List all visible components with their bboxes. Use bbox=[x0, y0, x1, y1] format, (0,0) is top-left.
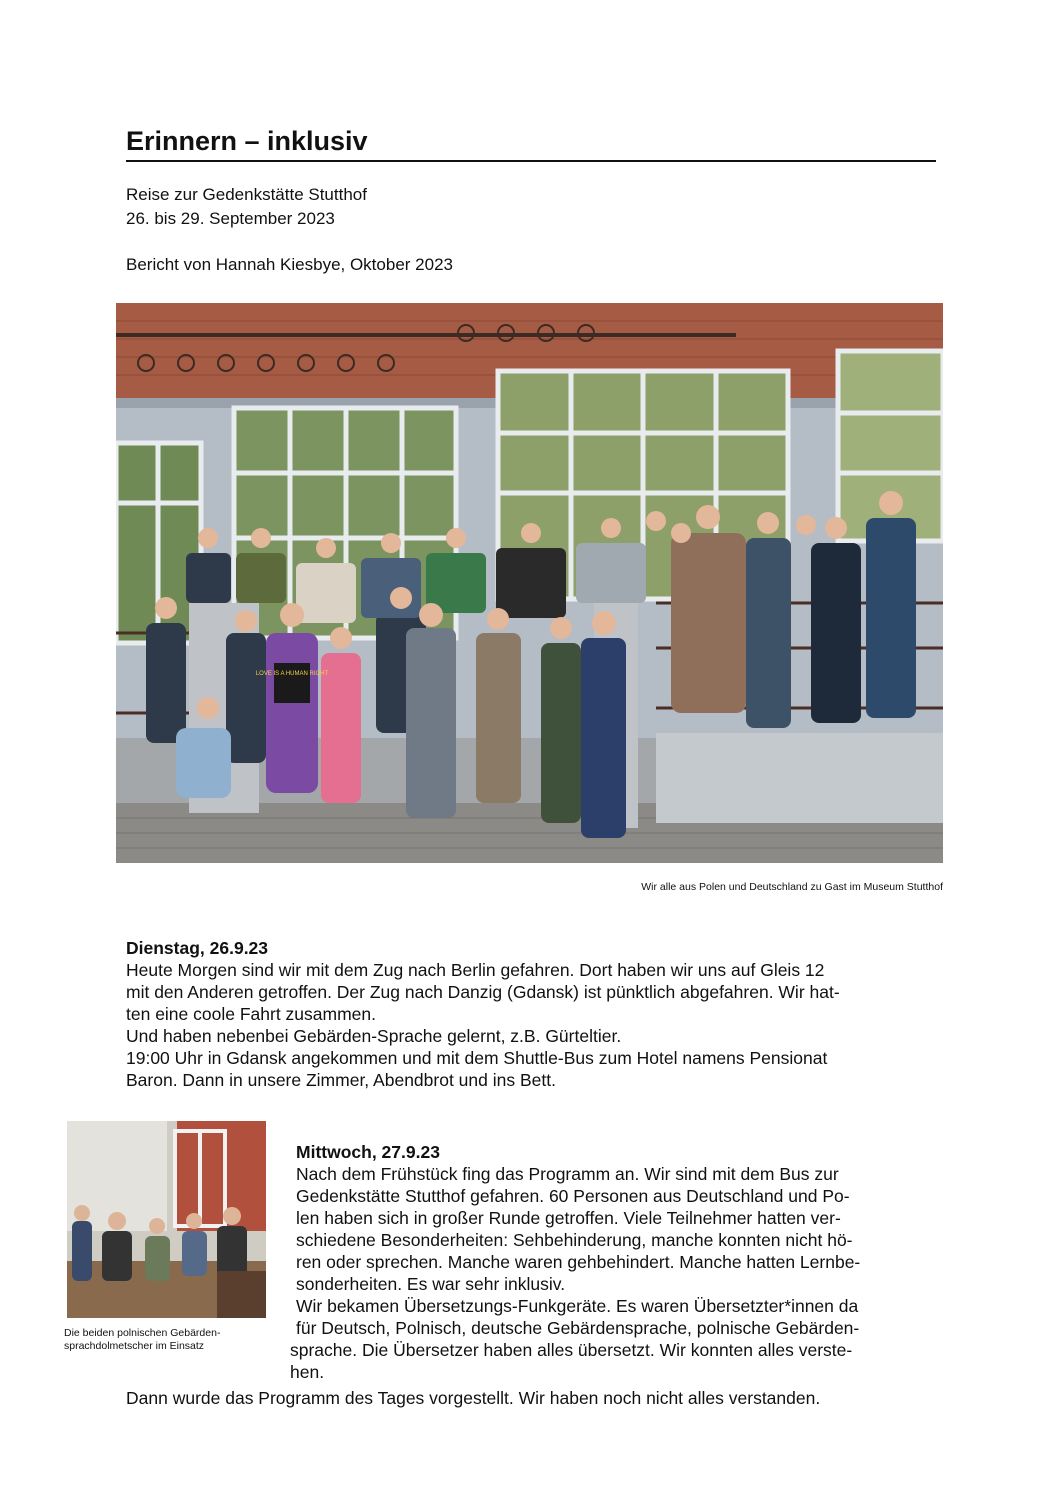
tuesday-line: Heute Morgen sind wir mit dem Zug nach Berlin gefahren. Dort haben wir uns auf Gleis 12 bbox=[126, 960, 825, 980]
wednesday-line: sonderheiten. Es war sehr inklusiv. bbox=[296, 1274, 566, 1294]
shirt-slogan: LOVE IS A HUMAN RIGHT bbox=[255, 671, 329, 677]
wednesday-line: Wir bekamen Übersetzungs-Funkgeräte. Es waren Übersetzter*innen da bbox=[296, 1296, 859, 1316]
tuesday-line: 19:00 Uhr in Gdansk angekommen und mit dem Shuttle-Bus zum Hotel namens Pensionat bbox=[126, 1048, 828, 1068]
tuesday-line: mit den Anderen getroffen. Der Zug nach Danzig (Gdansk) ist pünktlich abgefahren. Wir hat- bbox=[126, 982, 840, 1002]
author-line: Bericht von Hannah Kiesbye, Oktober 2023 bbox=[126, 255, 453, 274]
group-photo-illustration bbox=[116, 303, 943, 863]
wednesday-text bbox=[290, 1163, 956, 1383]
main-photo-caption: Wir alle aus Polen und Deutschland zu Gast im Museum Stutthof bbox=[641, 881, 943, 893]
side-caption-line: Die beiden polnischen Gebärden- bbox=[64, 1327, 221, 1339]
subtitle-dates: 26. bis 29. September 2023 bbox=[126, 209, 335, 228]
subtitle-trip: Reise zur Gedenkstätte Stutthof bbox=[126, 185, 367, 204]
tuesday-line: Und haben nebenbei Gebärden-Sprache gelernt, z.B. Gürteltier. bbox=[126, 1026, 622, 1046]
wednesday-last-line: Dann wurde das Programm des Tages vorgestellt. Wir haben noch nicht alles verstanden. bbox=[126, 1388, 821, 1408]
wednesday-line: len haben sich in großer Runde getroffen. Viele Teilnehmer hatten ver- bbox=[296, 1208, 841, 1228]
heading-tuesday: Dienstag, 26.9.23 bbox=[126, 938, 269, 958]
wednesday-line: Nach dem Frühstück fing das Programm an. Wir sind mit dem Bus zur bbox=[296, 1164, 839, 1184]
wednesday-line: hen. bbox=[290, 1362, 325, 1382]
interpreters-photo bbox=[67, 1121, 266, 1318]
wednesday-line: für Deutsch, Polnisch, deutsche Gebärdensprache, polnische Gebärden- bbox=[296, 1318, 860, 1338]
tuesday-line: Baron. Dann in unsere Zimmer, Abendbrot und ins Bett. bbox=[126, 1070, 556, 1090]
page-title: Erinnern – inklusiv bbox=[126, 124, 936, 162]
side-photo-caption bbox=[64, 1327, 264, 1353]
interpreters-photo-illustration bbox=[67, 1121, 266, 1318]
wednesday-line: sprache. Die Übersetzer haben alles übersetzt. Wir konnten alles verste- bbox=[290, 1340, 853, 1360]
group-photo bbox=[116, 303, 943, 863]
heading-wednesday: Mittwoch, 27.9.23 bbox=[296, 1142, 440, 1162]
wednesday-line: schiedene Besonderheiten: Sehbehinderung, manche konnten nicht hö- bbox=[296, 1230, 853, 1250]
side-caption-line: sprachdolmetscher im Einsatz bbox=[64, 1340, 205, 1352]
wednesday-line: Gedenkstätte Stutthof gefahren. 60 Personen aus Deutschland und Po- bbox=[296, 1186, 850, 1206]
wednesday-line: ren oder sprechen. Manche waren gehbehindert. Manche hatten Lernbe- bbox=[296, 1252, 861, 1272]
tuesday-text bbox=[126, 959, 946, 1091]
tuesday-line: ten eine coole Fahrt zusammen. bbox=[126, 1004, 376, 1024]
